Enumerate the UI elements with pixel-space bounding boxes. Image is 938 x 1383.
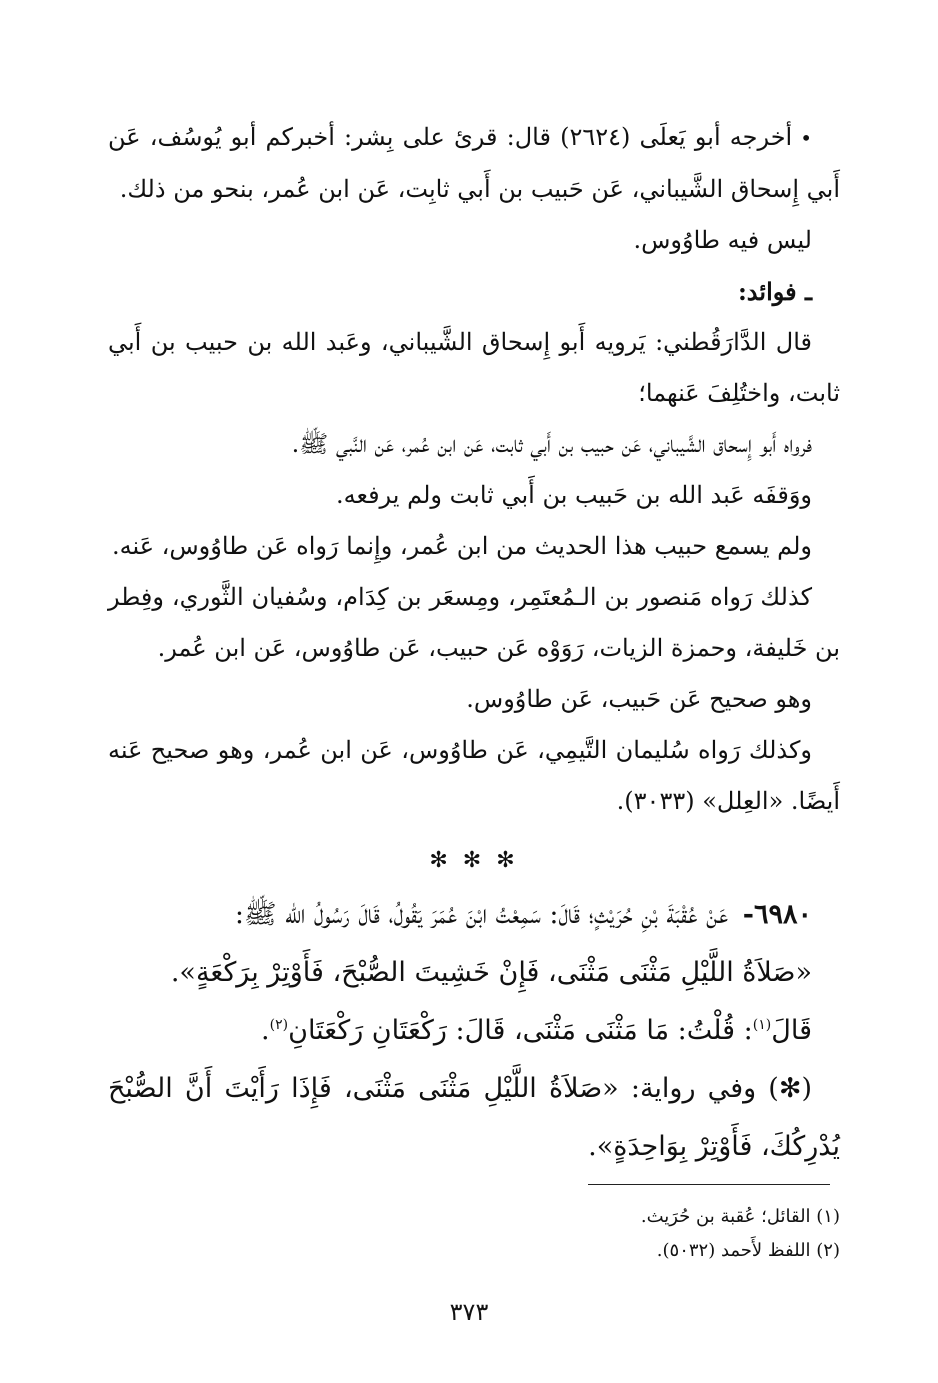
hadith-riwaya: (✻) وفي رواية: «صَلاَةُ اللَّيْلِ مَثْنَى مَثْنَى، فَإِذَا رَأَيْتَ أَنَّ الصُّبْحَ يُدْرِكُكَ، فَأَوْتِرْ بِوَاحِدَةٍ». <box>108 1073 840 1162</box>
paragraph-waqf: ووَقفَه عَبد الله بن حَبيب بن أَبي ثابت ولم يرفعه. <box>336 481 812 509</box>
page-number: ٣٧٣ <box>449 1298 489 1326</box>
hadith-intro <box>108 886 840 944</box>
footnote-list <box>108 1200 840 1268</box>
section-heading-fawaid: ـ فوائد: <box>737 277 812 306</box>
footnote-ref-1[interactable]: (١) <box>752 1017 772 1033</box>
paragraph-sahih: وهو صحيح عَن حَبيب، عَن طاوُوس. <box>466 685 812 713</box>
bullet-marker: • <box>800 126 813 150</box>
takhrij-text: أخرجه أبو يَعلَى (٢٦٢٤) قال: قرئ على بِشر: أخبركم أبو يُوسُف، عَن أَبي إِسحاق الشَّيباني، عَن حَبيب بن أَبي ثابِت، عَن ابن عُمر، بنحو من ذلك. <box>108 123 840 203</box>
hadith-isnad: عَنْ عُقْبَةَ بْنِ حُرَيْثٍ؛ قَالَ: سَمِعْتُ ابْنَ عُمَرَ يَقُولُ، قَالَ رَسُولُ الله ﷺ: <box>234 899 729 930</box>
footnote-2: (٢) اللفظ لأَحمد (٥٠٣٢). <box>656 1240 840 1261</box>
footnotes <box>108 1182 840 1268</box>
paragraph-note: ليس فيه طاوُوس. <box>633 226 812 254</box>
paragraph-riwaya-1: فرواه أَبو إِسحاق الشَّيباني، عَن حبيب بن أَبي ثابت، عَن ابن عُمر، عَن النَّبي ﷺ. <box>291 430 812 458</box>
qala-word: قَالَ <box>771 1015 812 1046</box>
footnote-1: (١) القائل؛ عُقبة بن حُرَيث. <box>640 1206 840 1227</box>
hadith-matn: «صَلاَةُ اللَّيْلِ مَثْنَى مَثْنَى، فَإِنْ خَشِيتَ الصُّبْحَ، فَأَوْتِرْ بِرَكْعَةٍ». <box>170 957 812 988</box>
paragraph-takhrij <box>108 112 840 215</box>
footnote-ref-2[interactable]: (٢) <box>269 1017 289 1033</box>
paragraph-taymi: وكذلك رَواه سُليمان التَّيمِي، عَن طاوُوس، عَن ابن عُمر، وهو صحيح عَنه أَيضًا. «العِلل» (٣٠٣٣). <box>108 736 840 815</box>
paragraph-samaa: ولم يسمع حبيب هذا الحديث من ابن عُمر، وإِنما رَواه عَن طاوُوس، عَنه. <box>111 532 812 560</box>
qala-text: : قُلْتُ: مَا مَثْنَى مَثْنَى، قَالَ: رَكْعَتَانِ رَكْعَتَانِ <box>288 1015 753 1046</box>
hadith-number: ٦٩٨٠- <box>742 899 812 930</box>
hadith-qala <box>108 1002 840 1060</box>
qala-end: . <box>261 1015 270 1046</box>
page-body <box>108 112 840 1176</box>
section-separator: ✻ ✻ ✻ <box>429 848 519 873</box>
paragraph-riwaya-2: كذلك رَواه مَنصور بن الـمُعتَمِر، ومِسعَر بن كِدَام، وسُفيان الثَّوري، وفِطر بن خَليفة، وحمزة الزيات، رَوَوْه عَن حبيب، عَن طاوُوس، عَن ابن عُمر. <box>108 583 840 662</box>
paragraph-daraqutni: قال الدَّارَقُطني: يَرويه أَبو إِسحاق الشَّيباني، وعَبد الله بن حبيب بن أَبي ثابت، واختُلِفَ عَنهما؛ <box>108 328 840 407</box>
